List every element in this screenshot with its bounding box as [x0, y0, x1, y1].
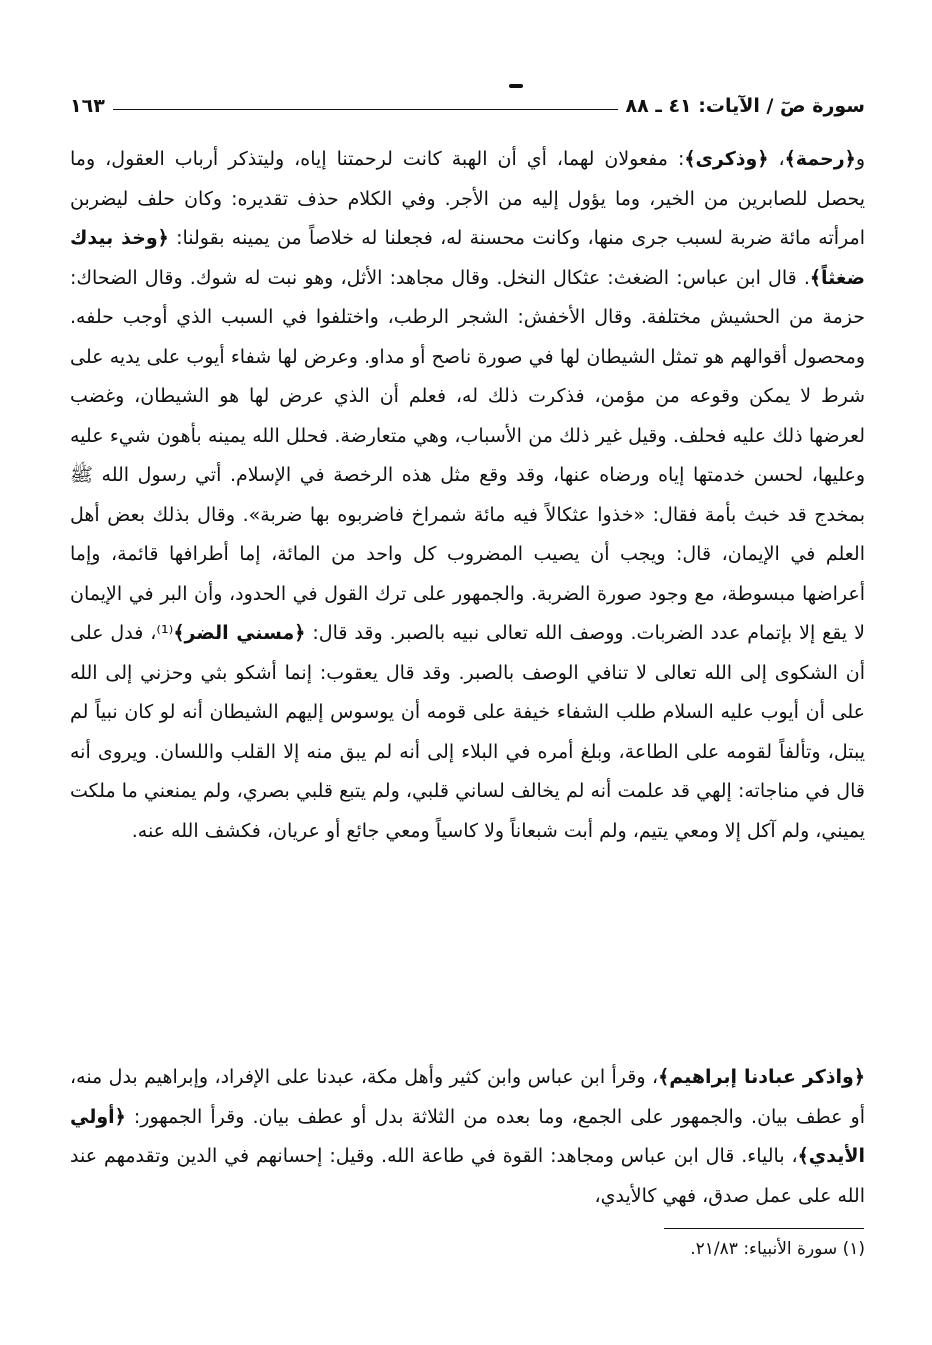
- footnote: (١) سورة الأنبياء: ٢١/٨٣.: [690, 1239, 865, 1259]
- footnote-rule: [664, 1228, 864, 1229]
- text-segment: : مفعولان لهما، أي أن الهبة كانت لرحمتنا إياه، وليتذكر أرباب العقول، وما يحصل للصابرين من الخير، وما يؤول إليه من الأجر. وفي الكلام حذف تقديره: وكان حلف ليضربن امرأته مائة ضربة لسبب جرى منها، وكانت محسنة له، فجعلنا له خلاصاً من يمينه بقولنا:: [70, 148, 865, 249]
- header-rule: [113, 109, 618, 110]
- quran-quote: ﴿وذكرى﴾: [684, 148, 769, 170]
- quran-quote: ﴿أولي الأيدي﴾: [70, 1105, 865, 1167]
- text-segment: . قال ابن عباس: الضغث: عثكال النخل. وقال مجاهد: الأثل، وهو نبت له شوك. وقال الضحاك: حزمة من الحشيش مختلفة. وقال الأخفش: الشجر الرطب، واختلفوا في السبب الذي أوجب حلفه. ومحصول أقوالهم هو تمثل الشيطان لها في صورة ناصح أو مداو. وعرض لها شفاء أيوب على يديه على شرط لا يمكن وقوعه من مؤمن، فذكرت ذلك له، فعلم أن الذي عرض لها هو الشيطان، وغضب لعرضها ذلك عليه فحلف. وقيل غير ذلك من الأسباب، وهي متعارضة. فحلل الله يمينه بأهون شيء عليه وعليها، لحسن خدمتها إياه ورضاه عنها، وقد وقع مثل هذه الرخصة في الإسلام. أتي رسول الله ﷺ بمخدج قد خبث بأمة فقال: «خذوا عثكالاً فيه مائة شمراخ فاضربوه بها ضربة». وقال بذلك بعض أهل العلم في الإيمان، قال: ويجب أن يصيب المضروب كل واحد من المائة، إما أطرافها قائمة، وإما أعراضها مبسوطة، مع وجود صورة الضربة. والجمهور على ترك القول في الحدود، وأن البر في الإيمان لا يقع إلا بإتمام عدد الضربات. ووصف الله تعالى نبيه بالصبر. وقد قال:: [70, 266, 865, 644]
- quran-quote: ﴿رحمة﴾: [784, 148, 856, 170]
- surah-title: سورة صٓ / الآيات: ٤١ ـ ٨٨: [625, 95, 865, 117]
- quran-quote: ﴿وخذ بيدك ضغثاً﴾: [70, 227, 865, 289]
- text-segment: ، وقرأ ابن عباس وابن كثير وأهل مكة، عبدنا على الإفراد، وإبراهيم بدل منه، أو عطف بيان. والجمهور على الجمع، وما بعده من الثلاثة بدل أو عطف بيان. وقرأ الجمهور:: [70, 1066, 865, 1128]
- text-segment: ⁽¹⁾، فدل على أن الشكوى إلى الله تعالى لا تنافي الوصف بالصبر. وقد قال يعقوب: إنما أشكو بثي وحزني إلى الله على أن أيوب عليه السلام طلب الشفاء خيفة على قومه أن يوسوس إليهم الشيطان أنه لو كان نبياً لم يبتل، وتألفاً لقومه على الطاعة، وبلغ أمره في البلاء إلى أنه لم يبق منه إلا القلب واللسان. ويروى أنه قال في مناجاته: إلهي قد علمت أنه لم يخالف لساني قلبي، ولم يتبع قلبي بصري، ولم يمنعني ما ملكت يميني، ولم آكل إلا ومعي يتيم، ولم أبت شبعاناً ولا كاسياً ومعي جائع أو عريان، فكشف الله عنه.: [70, 622, 865, 842]
- quran-quote: ﴿واذكر عبادنا إبراهيم﴾: [658, 1066, 865, 1088]
- page-number: ١٦٣: [70, 95, 105, 117]
- text-segment: ،: [768, 148, 785, 170]
- quran-quote: ﴿مسني الضر﴾: [173, 622, 306, 644]
- paragraph-2: [70, 1058, 865, 1216]
- page-header: [70, 88, 865, 124]
- paragraph-1: [70, 140, 865, 851]
- text-segment: ، بالياء. قال ابن عباس ومجاهد: القوة في طاعة الله. وقيل: إحسانهم في الدين وتقدمهم عند الله على عمل صدق، فهي كالأيدي،: [70, 1145, 865, 1207]
- text-segment: و: [855, 148, 865, 170]
